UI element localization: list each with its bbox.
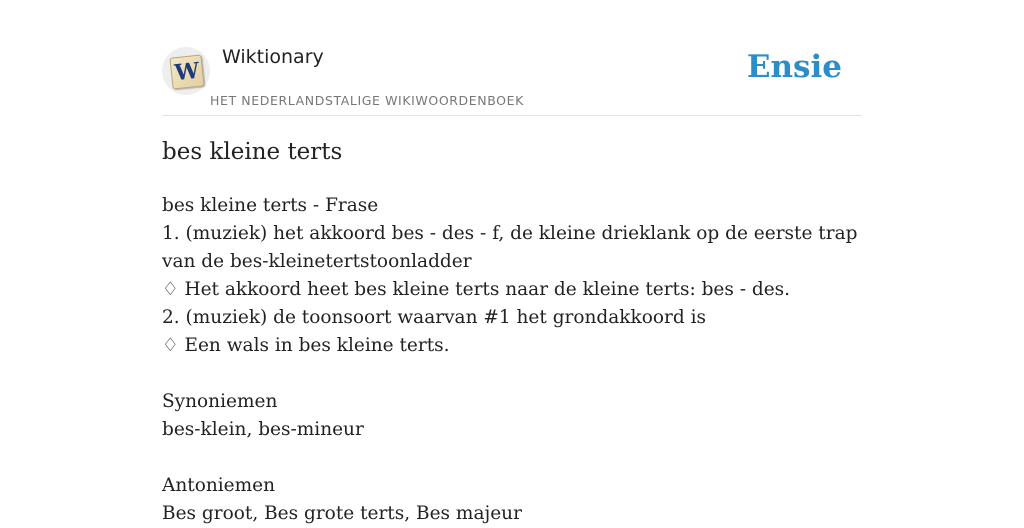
antonyms-list: Bes groot, Bes grote terts, Bes majeur: [162, 503, 522, 524]
example-2: ♢ Een wals in bes kleine terts.: [162, 335, 450, 356]
site-subtitle: HET NEDERLANDSTALIGE WIKIWOORDENBOEK: [210, 93, 524, 108]
definition-2: 2. (muziek) de toonsoort waarvan #1 het grondakkoord is: [162, 307, 706, 328]
ensie-brand-link[interactable]: Ensie: [746, 49, 842, 85]
site-name[interactable]: Wiktionary: [222, 46, 324, 68]
wiktionary-logo[interactable]: [162, 47, 210, 95]
definition-1: 1. (muziek) het akkoord bes - des - f, de kleine drieklank op de eerste trap van de bes-kleinetertstoonladder: [162, 223, 858, 272]
header-divider: [162, 115, 862, 116]
wiktionary-tile-icon: W: [169, 54, 204, 89]
article-content: [162, 192, 862, 528]
antonyms-heading: Antoniemen: [162, 475, 276, 496]
synonyms-heading: Synoniemen: [162, 391, 278, 412]
synonyms-list: bes-klein, bes-mineur: [162, 419, 364, 440]
blank-line: [162, 360, 862, 388]
page-title: bes kleine terts: [162, 139, 343, 165]
part-of-speech-line: bes kleine terts - Frase: [162, 195, 379, 216]
example-1: ♢ Het akkoord heet bes kleine terts naar de kleine terts: bes - des.: [162, 279, 791, 300]
blank-line: [162, 444, 862, 472]
